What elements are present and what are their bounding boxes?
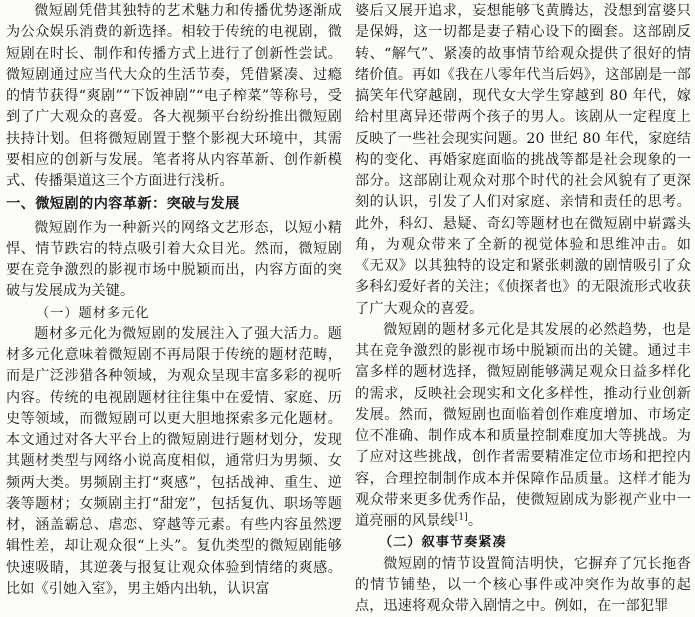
citation-ref: [1] — [455, 512, 468, 522]
subsection-heading-diversity: （一）题材多元化 — [6, 303, 342, 324]
summary-end: 。 — [468, 513, 482, 529]
section-intro-paragraph: 微短剧作为一种新兴的网络文艺形态，以短小精悍、情节跌宕的特点吸引着大众目光。然而，微短剧要在竞争激烈的影视市场中脱颖而出，内容方面的突破与发展成为关键。 — [6, 218, 342, 303]
summary-text: 微短剧的题材多元化是其发展的必然趋势，也是其在竞争激烈的影视市场中脱颖而出的关键。通过丰富多样的题材选择，微短剧能够满足观众日益多样化的需求，反映社会现实和文化多样性，推动行业创新发展。然而，微短剧也面临着创作难度增加、市场定位不准确、制作成本和质量控制难度加大等挑战。为了应对这些挑战，创作者需要精准定位市场和把控内容，合理控制制作成本并保障作品质量。这样才能为观众带来更多优秀作品，使微短剧成为影视产业中一道亮丽的风景线 — [355, 322, 691, 529]
diversity-summary-paragraph — [355, 320, 691, 533]
diversity-paragraph: 题材多元化为微短剧的发展注入了强大活力。题材多元化意味着微短剧不再局限于传统的题材范畴，而是广泛涉猎各种领域，为观众呈现丰富多彩的视听内容。传统的电视剧题材往往集中在爱情、家庭、历史等领域，而微短剧可以更大胆地探索多元化题材。本文通过对各大平台上的微短剧进行题材划分，发现其题材类型与网络小说高度相似，通常归为男频、女频两大类。男频剧主打“爽感”，包括战神、重生、逆袭等题材；女频剧主打“甜宠”，包括复仇、职场等题材，涵盖霸总、虐恋、穿越等元素。有些内容虽然逻辑性差，却让观众很“上头”。复仇类型的微短剧能够快速吸睛，其逆袭与报复让观众体验到情绪的爽感。比如《引她入室》，男主婚内出轨，认识富 — [6, 324, 342, 600]
continued-paragraph: 婆后又展开追求，妄想能够飞黄腾达，没想到富婆只是保姆，这一切都是妻子精心设下的圈套。这部剧反转、“解气”、紧凑的故事情节给观众提供了很好的情绪价值。再如《我在八零年代当后妈》，这部剧是一部搞笑年代穿越剧，现代女大学生穿越到 80 年代，嫁给村里离异还带两个孩子的男人。该剧从一定程度上反映了一些社会现实问题。20 世纪 80 年代，家庭结构的变化、再婚家庭面临的挑战等都是社会现象的一部分。这部剧让观众对那个时代的社会风貌有了更深刻的认识，引发了人们对家庭、亲情和责任的思考。此外，科幻、悬疑、奇幻等题材也在微短剧中崭露头角，为观众带来了全新的视觉体验和思维冲击。如《无双》以其独特的设定和紧张刺激的剧情吸引了众多科幻爱好者的关注；《侦探者也》的无限流形式收获了广大观众的喜爱。 — [355, 1, 691, 320]
section-heading: 一、微短剧的内容革新：突破与发展 — [6, 194, 342, 215]
pacing-paragraph: 微短剧的情节设置简洁明快，它摒弃了冗长拖沓的情节铺垫，以一个核心事件或冲突作为故事的起点，迅速将观众带入剧情之中。例如，在一部犯罪 — [355, 554, 691, 617]
left-column — [6, 1, 342, 600]
intro-paragraph: 微短剧凭借其独特的艺术魅力和传播优势逐渐成为公众娱乐消费的新选择。相较于传统的电视剧，微短剧在时长、制作和传播方式上进行了创新性尝试。微短剧通过应当代大众的生活节奏，凭借紧凑、过瘾的情节获得“爽剧”“下饭神剧”“电子榨菜”等称号，受到了广大观众的喜爱。各大视频平台纷纷推出微短剧扶持计划。但将微短剧置于整个影视大环境中，其需要相应的创新与发展。笔者将从内容革新、创作新模式、传播渠道这三个方面进行浅析。 — [6, 1, 342, 192]
right-column — [355, 1, 691, 617]
subsection-heading-pacing: （二）叙事节奏紧凑 — [355, 532, 691, 553]
